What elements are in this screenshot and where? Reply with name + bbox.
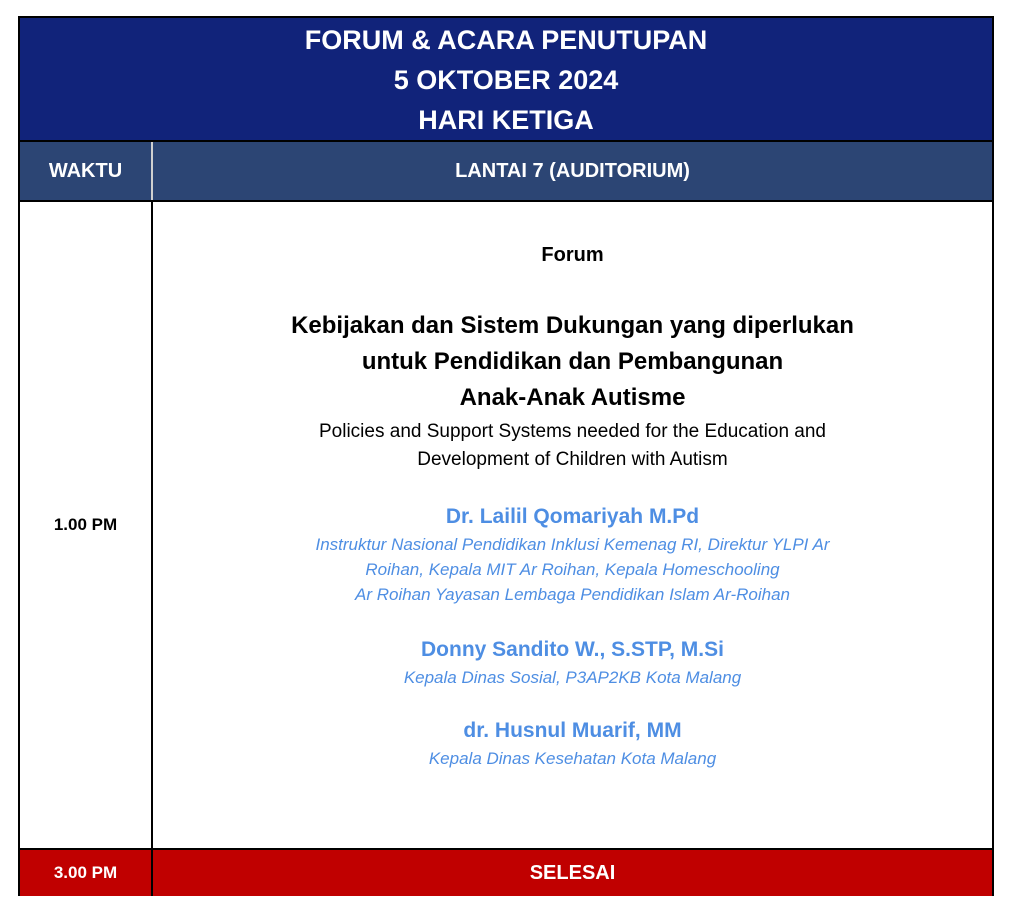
session-title [153,308,992,416]
session-title-line: untuk Pendidikan dan Pembangunan [361,348,784,375]
header-date: 5 OKTOBER 2024 [393,65,619,95]
speaker-role: Kepala Dinas Kesehatan Kota Malang [428,749,717,768]
closing-row [20,850,992,896]
column-header-row [20,142,992,202]
time-column-header: WAKTU [20,142,153,200]
session-title-line: Anak-Anak Autisme [459,384,686,411]
header-day: HARI KETIGA [418,105,594,135]
speaker-role: Roihan, Kepala MIT Ar Roihan, Kepala Homeschooling [365,560,780,579]
speaker-block [153,716,992,771]
closing-label: SELESAI [529,861,616,884]
speaker-role: Instruktur Nasional Pendidikan Inklusi Kemenag RI, Direktur YLPI Ar [315,535,830,554]
session-type: Forum [541,244,604,266]
schedule-header [20,18,992,142]
speaker-name: dr. Husnul Muarif, MM [463,719,682,742]
speaker-block [153,635,992,690]
session-english-title [153,418,992,474]
speaker-role: Kepala Dinas Sosial, P3AP2KB Kota Malang [403,668,742,687]
speaker-name: Dr. Lailil Qomariyah M.Pd [445,505,700,528]
speaker-role: Ar Roihan Yayasan Lembaga Pendidikan Islam Ar-Roihan [354,585,791,604]
header-title: FORUM & ACARA PENUTUPAN [304,25,708,55]
session-content [153,202,992,848]
schedule-table [18,16,994,896]
session-time: 1.00 PM [20,202,153,848]
session-row [20,202,992,850]
english-title-line: Development of Children with Autism [417,449,728,470]
location-column-header: LANTAI 7 (AUDITORIUM) [455,159,690,182]
speaker-block [153,502,992,607]
closing-time: 3.00 PM [20,850,153,896]
session-title-line: Kebijakan dan Sistem Dukungan yang diperlukan [291,312,854,339]
speaker-name: Donny Sandito W., S.STP, M.Si [421,638,724,661]
english-title-line: Policies and Support Systems needed for the Education and [319,421,826,442]
